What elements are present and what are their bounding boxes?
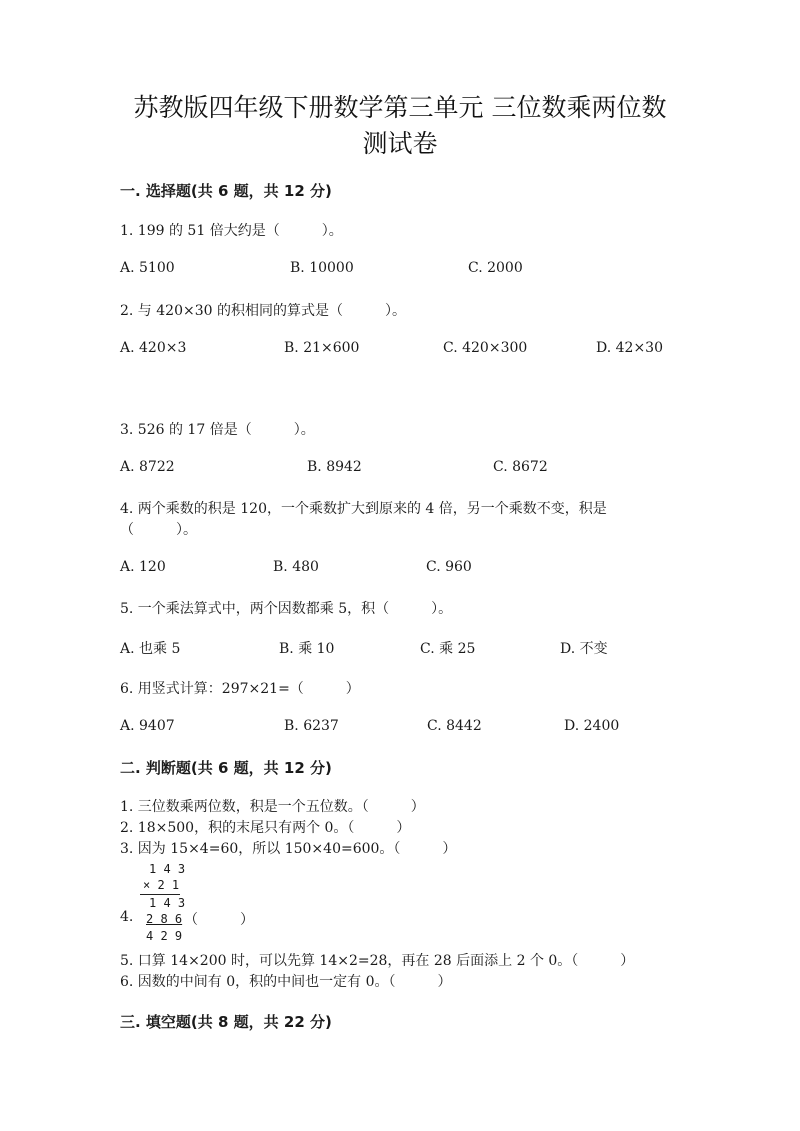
q6-option-c: C. 8442 [427, 718, 482, 734]
q3-option-c: C. 8672 [493, 459, 548, 475]
q5-option-b: B. 乘 10 [279, 641, 335, 657]
q1-option-c: C. 2000 [468, 260, 523, 276]
question-2: 2. 与 420×30 的积相同的算式是（ ）。 [120, 303, 406, 319]
page-title-line1: 苏教版四年级下册数学第三单元 三位数乘两位数 [133, 93, 667, 122]
question-4: 4. 两个乘数的积是 120，一个乘数扩大到原来的 4 倍，另一个乘数不变，积是 [120, 501, 607, 517]
q5-option-a: A. 也乘 5 [120, 641, 181, 657]
judge-item-2: 2. 18×500，积的末尾只有两个 0。（ ） [120, 820, 411, 836]
judge-item-1: 1. 三位数乘两位数，积是一个五位数。（ ） [120, 799, 425, 815]
q4-option-c: C. 960 [426, 559, 472, 575]
judge-item-4-paren: （ ） [184, 912, 254, 928]
q1-option-b: B. 10000 [290, 260, 354, 276]
page-title-line2: 测试卷 [362, 129, 438, 158]
q5-option-c: C. 乘 25 [420, 641, 476, 657]
q1-option-a: A. 5100 [120, 260, 175, 276]
q4-option-b: B. 480 [273, 559, 319, 575]
q5-option-d: D. 不变 [560, 641, 608, 657]
question-6: 6. 用竖式计算：297×21=（ ） [120, 681, 360, 697]
judge-item-6: 6. 因数的中间有 0，积的中间也一定有 0。（ ） [120, 974, 452, 990]
q3-option-a: A. 8722 [120, 459, 175, 475]
judge-item-3: 3. 因为 15×4=60，所以 150×40=600。（ ） [120, 841, 457, 857]
question-3: 3. 526 的 17 倍是（ ）。 [120, 422, 315, 438]
judge-item-5: 5. 口算 14×200 时，可以先算 14×2=28，再在 28 后面添上 2 个 0。（ ） [120, 953, 635, 969]
q4-option-a: A. 120 [120, 559, 166, 575]
question-4-line2: （ ）。 [120, 522, 197, 538]
question-1: 1. 199 的 51 倍大约是（ ）。 [120, 223, 343, 239]
calc-partial-2: 2 8 6 [146, 912, 183, 926]
q6-option-d: D. 2400 [564, 718, 620, 734]
section-heading-choice: 一. 选择题(共 6 题，共 12 分) [120, 182, 332, 200]
section-heading-judge: 二. 判断题(共 6 题，共 12 分) [120, 759, 332, 777]
q2-option-c: C. 420×300 [443, 340, 528, 356]
section-heading-fill: 三. 填空题(共 8 题，共 22 分) [120, 1013, 332, 1031]
calc-multiplicand: 1 4 3 [149, 862, 186, 876]
q2-option-b: B. 21×600 [284, 340, 360, 356]
judge-item-4: 4. [120, 909, 134, 925]
q6-option-b: B. 6237 [284, 718, 339, 734]
q6-option-a: A. 9407 [120, 718, 175, 734]
q2-option-a: A. 420×3 [120, 340, 187, 356]
calc-multiplier: × 2 1 [143, 878, 180, 892]
calc-result: 4 2 9 [146, 929, 183, 943]
calc-partial-1: 1 4 3 [149, 896, 186, 910]
question-5: 5. 一个乘法算式中，两个因数都乘 5，积（ ）。 [120, 601, 453, 617]
q2-option-d: D. 42×30 [596, 340, 663, 356]
q3-option-b: B. 8942 [307, 459, 362, 475]
calc-rule-1 [140, 894, 180, 895]
